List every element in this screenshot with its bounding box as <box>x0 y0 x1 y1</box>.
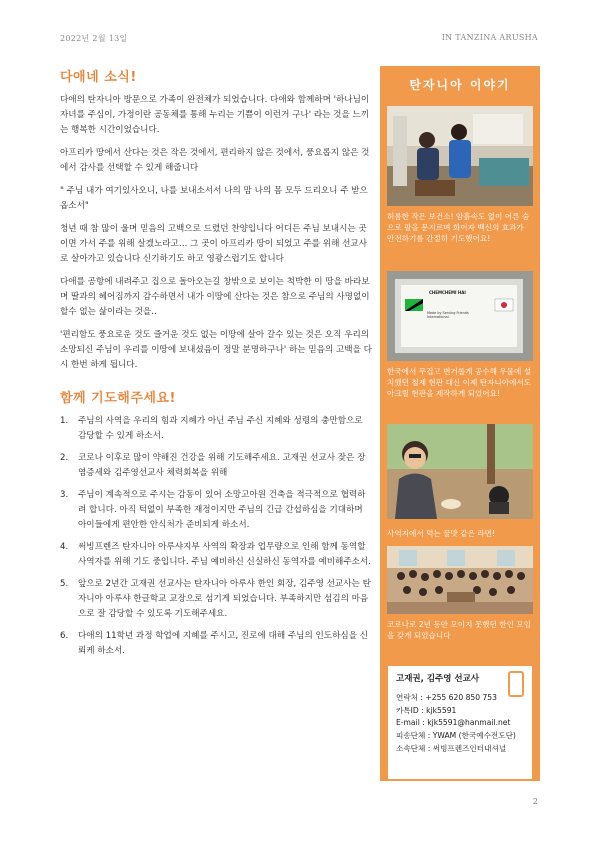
caption-plaque: 한국에서 무겁고 번거롭게 공수해 우물에 설치했던 철제 현판 대신 이제 탄자니아에서도 아크릴 현판을 제작하게 되었어요! <box>387 367 532 398</box>
section-title-prayer: 함께 기도해주세요! <box>60 391 176 406</box>
contact-belonging-org: 소속단체 : 써빙프렌즈인터내셔널 <box>396 743 507 753</box>
prayer-item <box>60 577 372 622</box>
paragraph: '편리함도 풍요로운 것도 즐거운 것도 없는 이땅에 살아 갈수 있는 것은 오직 우리의 소망되신 주님이 우리를 이땅에 보내셨음이 정말 분명하구나' 하는 믿음의 고백을 다시 한번 하게 됩니다. <box>60 330 372 370</box>
section-title-news: 다애네 소식! <box>60 70 137 85</box>
caption-group: 코로나로 2년 동안 모이지 못했던 한인 모임을 갖게 되었습니다 <box>387 620 532 640</box>
prayer-text: 주님이 계속적으로 주시는 감동이 있어 소망고아원 건축을 적극적으로 협력하려 합니다. 아직 턱없이 부족한 재정이지만 주님의 긴급 간섭하심을 기대하며 아이들에게 편안한 안식처가 준비되게 하소서. <box>78 490 366 530</box>
prayer-text: 써빙프렌즈 탄자니아 아루샤지부 사역의 확장과 업무량으로 인해 함께 동역할 사역자를 위해 기도 중입니다. 주님 예비하신 신실하신 동역자를 예비해주소서. <box>78 542 371 567</box>
prayer-item <box>60 540 372 570</box>
paragraph: 아프리카 땅에서 산다는 것은 작은 것에서, 편리하지 않은 것에서, 풍요롭지 않은 것에서 감사를 선택할 수 있게 해줍니다 <box>60 148 370 173</box>
photo-clinic <box>387 106 533 206</box>
prayer-number: 4. <box>60 542 69 552</box>
main-column <box>60 66 372 666</box>
sidebar-story <box>380 66 540 781</box>
contact-email[interactable]: E-mail : kjk5591@hanmail.net <box>396 718 511 728</box>
page-number: 2 <box>532 797 538 806</box>
prayer-number: 1. <box>60 416 69 426</box>
prayer-text: 코로나 이후로 많이 약해진 건강을 위해 기도해주세요. 고재권 선교사 잦은 장염증세와 김주영선교사 체력회복을 위해 <box>78 453 366 478</box>
prayer-text: 다애의 11학년 과정 학업에 지혜를 주시고, 진로에 대해 주님의 인도하심을 신뢰케 하소서. <box>78 631 369 656</box>
contact-sending-org: 피송단체 : YWAM (한국예수전도단) <box>396 731 516 741</box>
paragraph: 청년 때 참 많이 울며 믿음의 고백으로 드렸던 찬양입니다 어디든 주님 보내시는 곳이면 가서 주를 위해 살겠노라고… 그 곳이 아프리카 땅이 되었고 주를 위해 선교사로 살아가고 있습니다 신기하기도 하고 영광스럽기도 합니다 <box>60 224 368 264</box>
plaque-sub-text: Made by Serving Friends International <box>427 311 469 319</box>
caption-clinic: 허름한 작은 보건소! 암흙속도 없이 어른 숨으로 팔을 문지르며 화이자 백신의 효과가 안전하기를 간절히 기도했어요! <box>387 212 530 243</box>
header-location: IN TANZINA ARUSHA <box>441 33 538 42</box>
paragraph-quote: " 주님 내가 여기있사오니, 나를 보내소서서 나의 맘 나의 몸 모두 드리오니 주 받으옵소서" <box>60 186 368 211</box>
contact-kakao: 카톡ID : kjk5591 <box>396 705 457 715</box>
prayer-number: 5. <box>60 579 69 589</box>
sidebar-title: 탄자니아 이야기 <box>409 78 511 92</box>
photo-plaque <box>387 271 533 361</box>
contact-details <box>396 692 516 756</box>
prayer-number: 6. <box>60 631 69 641</box>
prayer-item <box>60 414 372 444</box>
plaque-text: CHEMCHEMI HAI <box>429 290 466 295</box>
photo-ramen <box>387 424 533 519</box>
prayer-number: 3. <box>60 490 69 500</box>
prayer-item <box>60 629 372 659</box>
prayer-item <box>60 451 372 481</box>
prayer-list <box>60 414 372 659</box>
contact-name: 고재권, 김주영 선교사 <box>396 674 480 684</box>
prayer-text: 주님의 사역을 우리의 힘과 지혜가 아닌 주님 주신 지혜와 성령의 충만함으로 감당할 수 있게 하소서. <box>78 416 363 441</box>
caption-ramen: 사역지에서 먹는 꿀맛 같은 라면! <box>387 529 496 538</box>
photo-group <box>387 546 533 614</box>
prayer-number: 2. <box>60 453 69 463</box>
paragraph: 다애를 공항에 내려주고 집으로 돌아오는길 창밖으로 보이는 척박한 이 땅을 바라보며 딸과의 헤어짐까지 감수하면서 내가 이땅에 산다는 것은 참으로 주님의 사명없이 할수 없는 삶이라는 것을.. <box>60 277 370 317</box>
prayer-item <box>60 488 372 533</box>
prayer-text: 앞으로 2년간 고재권 선교사는 탄자니아 아루샤 한인 회장, 김주영 선교사는 탄자니아 아루샤 한글학교 교장으로 섬기게 되었습니다. 부족하지만 섬김의 마음으로 잘 감당할 수 있도록 기도해주세요. <box>78 579 371 619</box>
paragraph: 다애의 탄자니아 방문으로 가족이 완전체가 되었습니다. 다애와 함께하며 '하나님이 자녀를 주심이, 가정이란 공동체를 통해 누리는 기쁨이 이런거 구나' 라는 것을 느끼는 행복한 시간이었습니다. <box>60 95 370 135</box>
ramen-photo-image <box>387 424 533 519</box>
header-date: 2022년 2월 13일 <box>60 34 128 43</box>
contact-box <box>388 666 532 779</box>
group-photo-image <box>387 546 533 614</box>
contact-phone: 연락처 : +255 620 850 753 <box>396 693 497 702</box>
clinic-photo-image <box>387 106 533 206</box>
